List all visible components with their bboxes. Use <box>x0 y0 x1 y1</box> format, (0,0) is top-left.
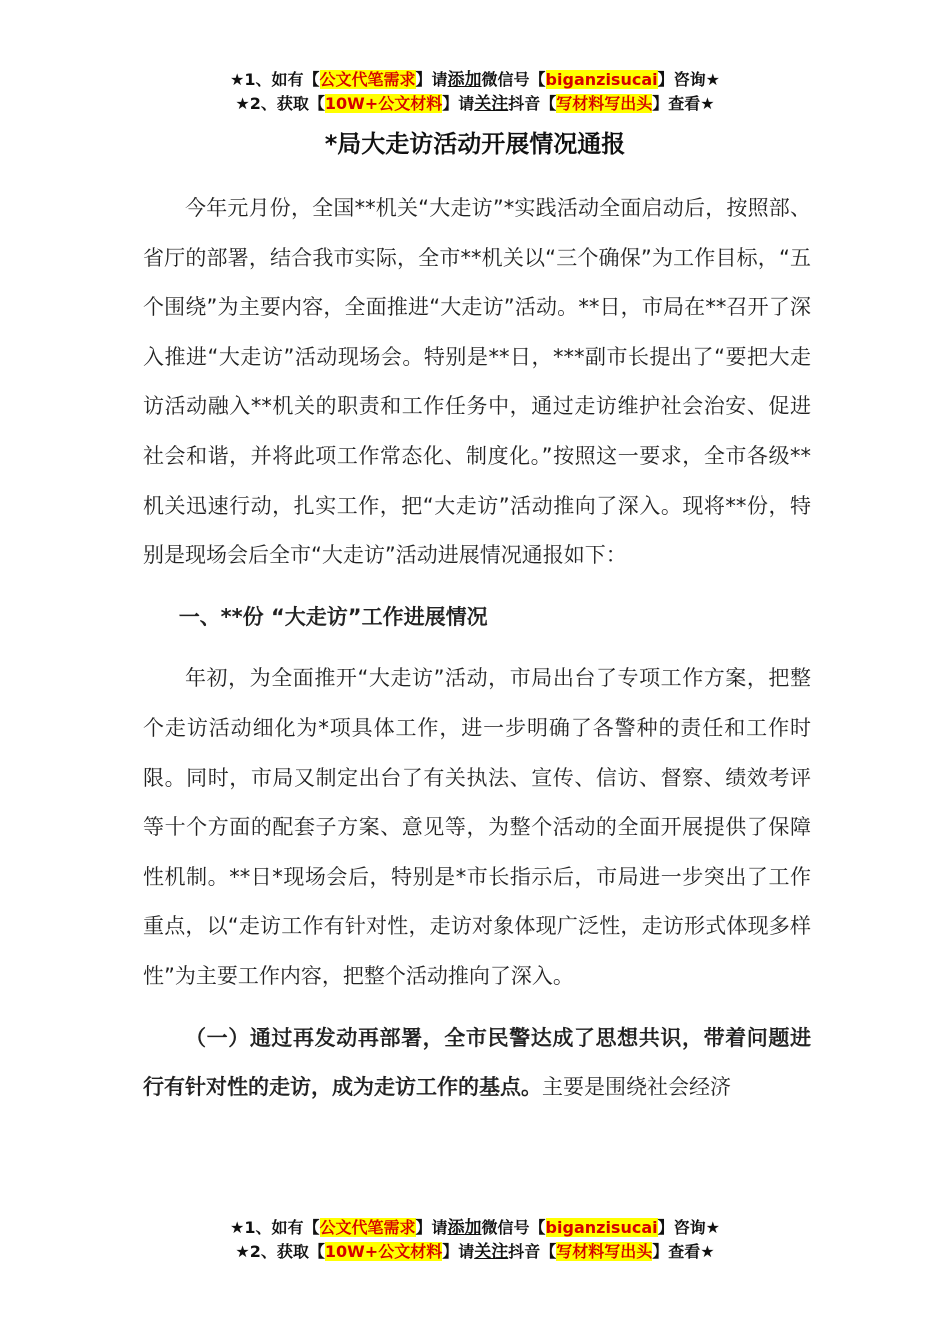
banner-line-2 <box>0 92 950 116</box>
banner-underline: 添加 <box>447 1218 482 1238</box>
banner-text: 】咨询★ <box>657 1218 720 1237</box>
banner-underline: 关注 <box>474 94 509 114</box>
banner-highlight: biganzisucai <box>545 70 658 89</box>
banner-underline: 关注 <box>474 1242 509 1262</box>
banner-text: 】查看★ <box>652 1242 715 1261</box>
banner-text: ★1、如有【 <box>230 70 320 89</box>
header-banner <box>0 68 950 116</box>
footer-banner <box>0 1216 950 1264</box>
banner-highlight: 公文代笔需求 <box>319 70 416 89</box>
banner-text: 抖音【 <box>508 94 557 113</box>
banner-line-2 <box>0 1240 950 1264</box>
paragraph-intro: 今年元月份，全国**机关“大走访”*实践活动全面启动后，按照部、省厅的部署，结合我市实际，全市**机关以“三个确保”为工作目标，“五个围绕”为主要内容，全面推进“大走访”活动。**日，市局在**召开了深入推进“大走访”活动现场会。特别是**日，***副市长提出了“要把大走访活动融入**机关的职责和工作任务中，通过走访维护社会治安、促进社会和谐，并将此项工作常态化、制度化。”按照这一要求，全市各级**机关迅速行动，扎实工作，把“大走访”活动推向了深入。现将**份，特别是现场会后全市“大走访”活动进展情况通报如下： <box>143 196 811 568</box>
banner-text: ★1、如有【 <box>230 1218 320 1237</box>
banner-highlight: 写材料写出头 <box>556 94 653 113</box>
banner-highlight: 写材料写出头 <box>556 1242 653 1261</box>
subsection-heading: （一）通过再发动再部署，全市民警达成了思想共识，带着问题进行有针对性的走访，成为走访工作的基点。 <box>143 1025 811 1100</box>
banner-text: 抖音【 <box>508 1242 557 1261</box>
paragraph-progress: 年初，为全面推开“大走访”活动，市局出台了专项工作方案，把整个走访活动细化为*项具体工作，进一步明确了各警种的责任和工作时限。同时，市局又制定出台了有关执法、宣传、信访、督察、绩效考评等十个方面的配套子方案、意见等，为整个活动的全面开展提供了保障性机制。**日*现场会后，特别是*市长指示后，市局进一步突出了工作重点，以“走访工作有针对性，走访对象体现广泛性，走访形式体现多样性”为主要工作内容，把整个活动推向了深入。 <box>143 666 811 988</box>
banner-underline: 添加 <box>447 70 482 90</box>
banner-text: 】查看★ <box>652 94 715 113</box>
banner-highlight: 公文代笔需求 <box>319 1218 416 1237</box>
banner-text: 微信号【 <box>481 1218 546 1237</box>
banner-text: 】请 <box>442 1242 475 1261</box>
banner-highlight: biganzisucai <box>545 1218 658 1237</box>
banner-text: 微信号【 <box>481 70 546 89</box>
document-title: *局大走访活动开展情况通报 <box>324 130 626 158</box>
paragraph-subsection <box>143 1014 811 1113</box>
banner-text: 】请 <box>415 1218 448 1237</box>
document-body <box>143 184 811 1113</box>
banner-highlight: 10W+公文材料 <box>324 1242 443 1261</box>
banner-text: ★2、获取【 <box>235 94 325 113</box>
banner-text: 】请 <box>415 70 448 89</box>
banner-text: 】咨询★ <box>657 70 720 89</box>
banner-line-1 <box>0 68 950 92</box>
banner-text: 】请 <box>442 94 475 113</box>
section-heading: 一、**份 “大走访”工作进展情况 <box>178 604 488 629</box>
subsection-text: 主要是围绕社会经济 <box>542 1075 731 1100</box>
banner-line-1 <box>0 1216 950 1240</box>
banner-text: ★2、获取【 <box>235 1242 325 1261</box>
banner-highlight: 10W+公文材料 <box>324 94 443 113</box>
